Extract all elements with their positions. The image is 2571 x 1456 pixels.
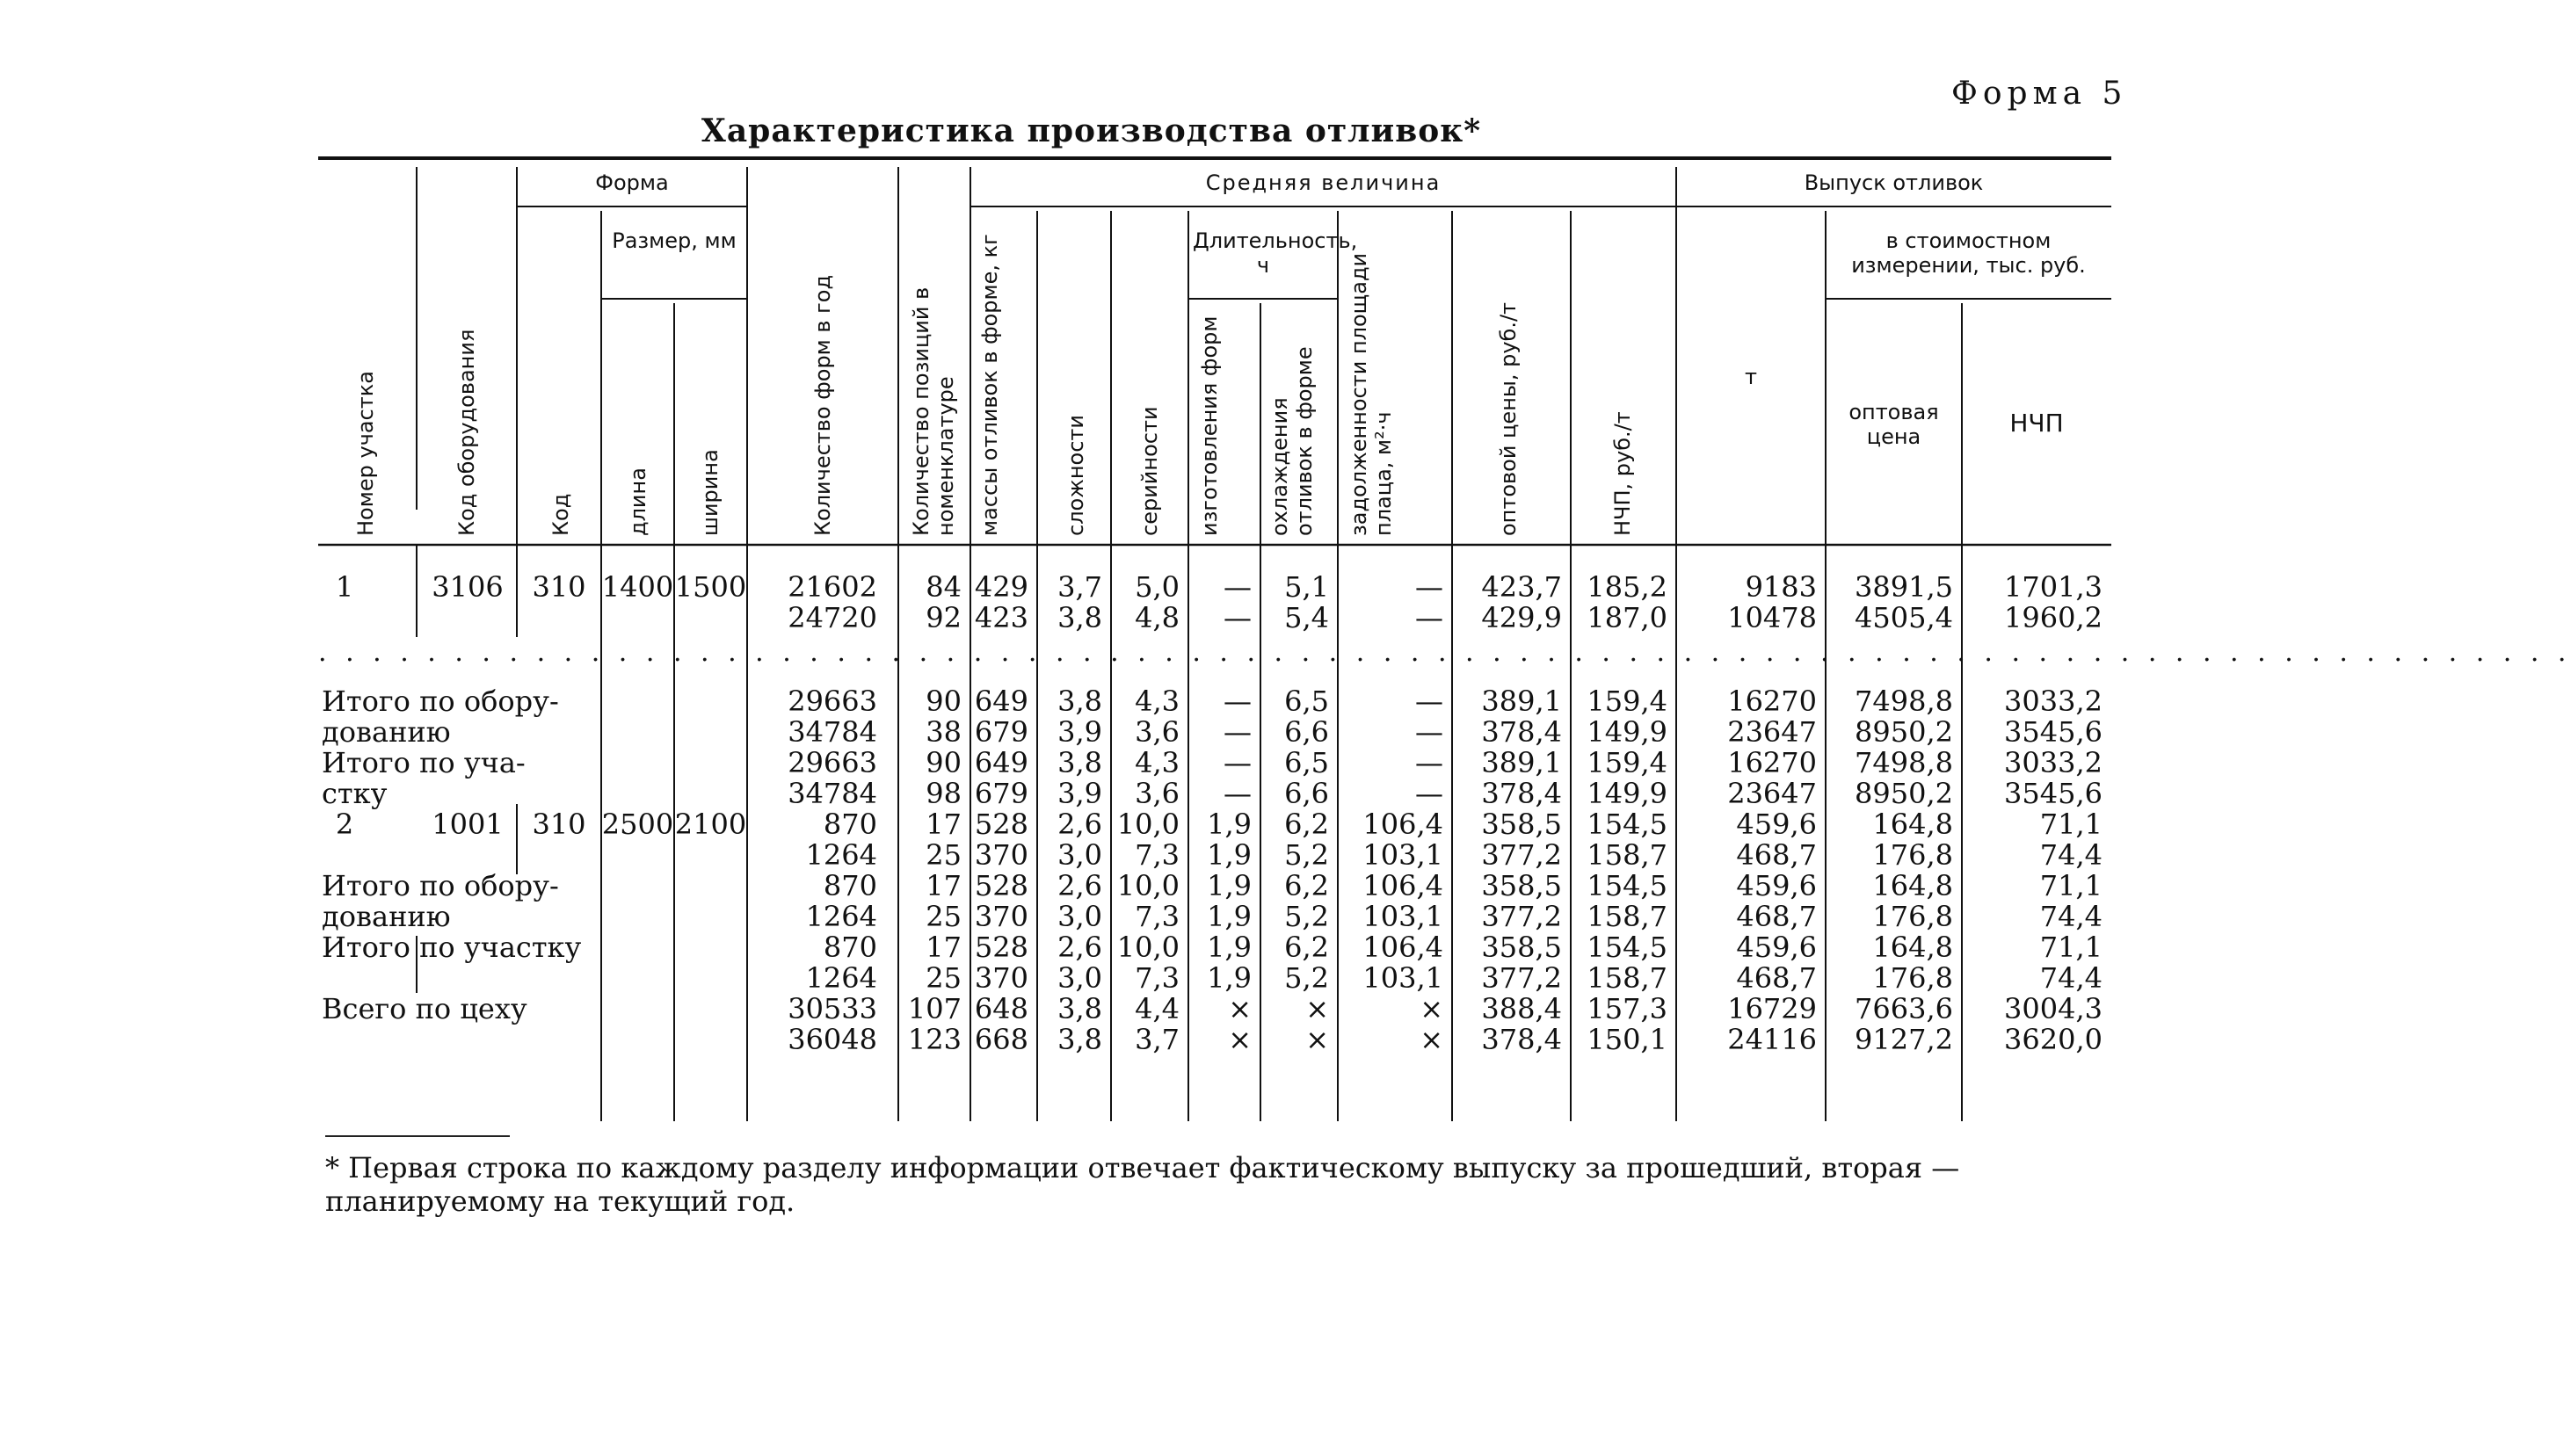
table-cell: 2,6 <box>1057 808 1102 841</box>
table-cell: 5,2 <box>1284 900 1329 933</box>
table-cell: 3,6 <box>1135 715 1180 749</box>
table-cell: 8950,2 <box>1855 777 1953 810</box>
table-cell: 4505,4 <box>1855 601 1953 634</box>
table-cell: 3,8 <box>1057 601 1102 634</box>
table-cell: 24720 <box>788 601 877 634</box>
table-cell: 164,8 <box>1872 931 1953 964</box>
table-cell: × <box>1305 992 1329 1025</box>
table-cell: 3,0 <box>1057 838 1102 872</box>
table-cell: 1,9 <box>1207 900 1252 933</box>
table-cell: 358,5 <box>1481 869 1562 902</box>
table-cell: 23647 <box>1727 777 1817 810</box>
table-cell: 24116 <box>1727 1023 1817 1056</box>
header-massy <box>977 228 1002 536</box>
header-forma: Форма <box>595 170 669 195</box>
table-cell: 468,7 <box>1736 838 1817 872</box>
table-cell: 1264 <box>805 961 877 995</box>
table-cell: 378,4 <box>1481 1023 1562 1056</box>
table-cell: 459,6 <box>1736 869 1817 902</box>
table-cell: 185,2 <box>1587 570 1667 604</box>
table-cell: 370 <box>974 961 1028 995</box>
table-cell: 6,2 <box>1284 931 1329 964</box>
table-cell: 158,7 <box>1587 961 1667 995</box>
table-cell: 528 <box>974 808 1028 841</box>
table-cell: 378,4 <box>1481 715 1562 749</box>
table-cell: — <box>1415 570 1443 604</box>
table-cell: 90 <box>926 685 962 718</box>
table-cell: 74,4 <box>2039 900 2103 933</box>
table-cell: 30533 <box>788 992 877 1025</box>
table-cell: 9127,2 <box>1855 1023 1953 1056</box>
row-label: Всего по цеху <box>322 992 527 1025</box>
table-cell: 106,4 <box>1362 869 1443 902</box>
table-cell: — <box>1224 601 1252 634</box>
header-srednyaya: Средняя величина <box>1205 170 1442 195</box>
table-cell: 17 <box>926 808 962 841</box>
table-cell: 21602 <box>788 570 877 604</box>
table-cell: 5,0 <box>1135 570 1180 604</box>
table-cell: 103,1 <box>1362 900 1443 933</box>
row-label: дованию <box>322 715 451 749</box>
table-cell: 3,7 <box>1135 1023 1180 1056</box>
table-cell: 389,1 <box>1481 746 1562 779</box>
table-cell: 3004,3 <box>2004 992 2103 1025</box>
table-cell: 10,0 <box>1116 869 1180 902</box>
table-cell: 3620,0 <box>2004 1023 2103 1056</box>
table-cell: 423,7 <box>1481 570 1562 604</box>
table-cell: 1264 <box>805 838 877 872</box>
footnote: * Первая строка по каждому разделу информации отвечает фактическому выпуску за прошедший, вторая — планируемому на текущий год. <box>325 1151 1960 1218</box>
table-cell: 10,0 <box>1116 808 1180 841</box>
table-cell: 3,8 <box>1057 746 1102 779</box>
dotted-separator-row: . . . . . . . . . . . . . . . . . . . . . . . . . . . . . . . . . . . . . . . . . . . . . . . . . . . . . . . . . . . . . . . . . . . . . . . . . . . . . . . . . . . <box>318 637 2571 668</box>
header-uchastok: Номер участка <box>353 371 378 536</box>
table-cell: × <box>1305 1023 1329 1056</box>
cell-shirina: 1500 <box>674 570 747 604</box>
table-cell: 377,2 <box>1481 838 1562 872</box>
cell-uchastok: 2 <box>335 808 354 841</box>
header-dlina: длина <box>626 467 650 536</box>
table-cell: 4,3 <box>1135 746 1180 779</box>
table-cell: — <box>1415 746 1443 779</box>
table-cell: 159,4 <box>1587 746 1667 779</box>
table-cell: 377,2 <box>1481 961 1562 995</box>
table-cell: 1,9 <box>1207 931 1252 964</box>
header-shirina: ширина <box>698 449 723 536</box>
table-cell: 92 <box>926 601 962 634</box>
table-cell: × <box>1228 992 1252 1025</box>
table-cell: 3,8 <box>1057 1023 1102 1056</box>
table-cell: 150,1 <box>1587 1023 1667 1056</box>
table-cell: 679 <box>974 715 1028 749</box>
table-cell: 71,1 <box>2039 869 2103 902</box>
table-cell: 378,4 <box>1481 777 1562 810</box>
table-cell: 71,1 <box>2039 808 2103 841</box>
header-nchp: НЧП <box>2009 409 2064 438</box>
table-cell: 3,9 <box>1057 777 1102 810</box>
table-cell: — <box>1224 746 1252 779</box>
table-cell: 154,5 <box>1587 869 1667 902</box>
header-izgotovleniya <box>1197 308 1222 536</box>
table-cell: 3,9 <box>1057 715 1102 749</box>
table-cell: 2,6 <box>1057 869 1102 902</box>
table-cell: 358,5 <box>1481 808 1562 841</box>
header-zadolzhennosti <box>1347 220 1396 536</box>
table-cell: 38 <box>926 715 962 749</box>
table-cell: 7498,8 <box>1855 746 1953 779</box>
table-cell: × <box>1420 992 1443 1025</box>
table-cell: 154,5 <box>1587 931 1667 964</box>
table-cell: 159,4 <box>1587 685 1667 718</box>
table-cell: 158,7 <box>1587 900 1667 933</box>
cell-dlina: 2500 <box>601 808 674 841</box>
table-cell: — <box>1415 777 1443 810</box>
table-cell: 34784 <box>788 777 877 810</box>
table-cell: 528 <box>974 931 1028 964</box>
table-cell: 98 <box>926 777 962 810</box>
table-cell: 23647 <box>1727 715 1817 749</box>
table-cell: 36048 <box>788 1023 877 1056</box>
table-cell: 164,8 <box>1872 869 1953 902</box>
table-cell: 389,1 <box>1481 685 1562 718</box>
row-label: стку <box>322 777 388 810</box>
table-cell: 7498,8 <box>1855 685 1953 718</box>
table-cell: 3,0 <box>1057 961 1102 995</box>
table-cell: 377,2 <box>1481 900 1562 933</box>
table-cell: 649 <box>974 746 1028 779</box>
header-razmer: Размер, мм <box>612 228 737 253</box>
table-cell: 29663 <box>788 746 877 779</box>
table-cell: 5,1 <box>1284 570 1329 604</box>
table-cell: 123 <box>907 1023 962 1056</box>
table-cell: 1,9 <box>1207 869 1252 902</box>
row-label: Итого по уча- <box>322 746 526 779</box>
table-cell: 3891,5 <box>1855 570 1953 604</box>
table-title: Характеристика производства отливок* <box>701 112 1482 149</box>
table-cell: 468,7 <box>1736 961 1817 995</box>
header-optovoy-ceny: оптовой цены, руб./т <box>1496 301 1521 536</box>
header-massy-text: массы отливок в форме, кг <box>977 234 1002 536</box>
table-cell: 157,3 <box>1587 992 1667 1025</box>
table-cell: — <box>1224 685 1252 718</box>
header-t: т <box>1745 365 1757 389</box>
header-ohlazhdeniya-text: охлаждения отливок в форме <box>1267 346 1317 536</box>
table-cell: 7,3 <box>1135 838 1180 872</box>
table-cell: 74,4 <box>2039 961 2103 995</box>
table-cell: 3,8 <box>1057 685 1102 718</box>
table-cell: 423 <box>974 601 1028 634</box>
table-cell: 679 <box>974 777 1028 810</box>
table-cell: 71,1 <box>2039 931 2103 964</box>
table-cell: 468,7 <box>1736 900 1817 933</box>
table-cell: — <box>1415 685 1443 718</box>
table-cell: 74,4 <box>2039 838 2103 872</box>
header-izgotovleniya-text: изготовления форм <box>1197 315 1222 536</box>
table-cell: 6,5 <box>1284 685 1329 718</box>
table-cell: 1,9 <box>1207 838 1252 872</box>
header-nchp-rub: НЧП, руб./т <box>1610 411 1635 536</box>
header-kod: Код <box>548 493 573 536</box>
table-cell: 870 <box>823 931 877 964</box>
table-cell: 103,1 <box>1362 838 1443 872</box>
table-cell: 8950,2 <box>1855 715 1953 749</box>
table-cell: 2,6 <box>1057 931 1102 964</box>
table-cell: 4,3 <box>1135 685 1180 718</box>
table-cell: 1,9 <box>1207 961 1252 995</box>
table-cell: 34784 <box>788 715 877 749</box>
table-cell: — <box>1224 570 1252 604</box>
table-cell: 25 <box>926 961 962 995</box>
table-cell: 29663 <box>788 685 877 718</box>
table-cell: — <box>1224 777 1252 810</box>
table-cell: 176,8 <box>1872 838 1953 872</box>
table-cell: 25 <box>926 838 962 872</box>
table-cell: × <box>1228 1023 1252 1056</box>
table-cell: 648 <box>974 992 1028 1025</box>
header-kol-poziciy <box>909 220 958 536</box>
table-cell: 16270 <box>1727 746 1817 779</box>
table-cell: 176,8 <box>1872 961 1953 995</box>
cell-dlina: 1400 <box>601 570 674 604</box>
table-cell: × <box>1420 1023 1443 1056</box>
table-cell: 358,5 <box>1481 931 1562 964</box>
header-seriynost: серийности <box>1137 406 1162 536</box>
table-cell: 649 <box>974 685 1028 718</box>
table-cell: 6,6 <box>1284 715 1329 749</box>
table-cell: 4,8 <box>1135 601 1180 634</box>
cell-kod: 310 <box>532 570 586 604</box>
table-cell: 164,8 <box>1872 808 1953 841</box>
table-cell: 1701,3 <box>2004 570 2103 604</box>
table-cell: 528 <box>974 869 1028 902</box>
header-zadolzhennosti-text: задолженности площади плаца, м²·ч <box>1347 252 1396 536</box>
table-cell: 17 <box>926 931 962 964</box>
table-cell: 90 <box>926 746 962 779</box>
table-cell: 5,2 <box>1284 838 1329 872</box>
table-cell: 3545,6 <box>2004 715 2103 749</box>
table-cell: 84 <box>926 570 962 604</box>
cell-uchastok: 1 <box>335 570 354 604</box>
table-cell: 388,4 <box>1481 992 1562 1025</box>
table-cell: 9183 <box>1745 570 1817 604</box>
table-cell: 6,2 <box>1284 869 1329 902</box>
table-cell: 107 <box>907 992 962 1025</box>
production-table <box>318 158 2571 1121</box>
table-cell: 4,4 <box>1135 992 1180 1025</box>
table-cell: 106,4 <box>1362 931 1443 964</box>
table-cell: 7663,6 <box>1855 992 1953 1025</box>
header-vypusk: Выпуск отливок <box>1804 170 1984 195</box>
footnote-rule <box>325 1135 510 1137</box>
header-v-stoimostnom: в стоимостном измерении, тыс. руб. <box>1851 228 2086 278</box>
table-cell: — <box>1224 715 1252 749</box>
header-kol-form: Количество форм в год <box>810 274 835 536</box>
table-cell: 668 <box>974 1023 1028 1056</box>
table-cell: 6,2 <box>1284 808 1329 841</box>
table-cell: — <box>1415 715 1443 749</box>
table-cell: 1960,2 <box>2004 601 2103 634</box>
row-label: дованию <box>322 900 451 933</box>
table-cell: 154,5 <box>1587 808 1667 841</box>
table-cell: 429,9 <box>1481 601 1562 634</box>
table-cell: 1,9 <box>1207 808 1252 841</box>
table-cell: 3,7 <box>1057 570 1102 604</box>
table-cell: 103,1 <box>1362 961 1443 995</box>
header-optovaya-cena: оптовая цена <box>1848 400 1939 449</box>
cell-shirina: 2100 <box>674 808 747 841</box>
table-cell: 158,7 <box>1587 838 1667 872</box>
table-cell: 5,2 <box>1284 961 1329 995</box>
table-cell: 149,9 <box>1587 715 1667 749</box>
table-cell: 7,3 <box>1135 961 1180 995</box>
table-cell: 16729 <box>1727 992 1817 1025</box>
row-label: Итого по участку <box>322 931 582 964</box>
table-cell: 459,6 <box>1736 808 1817 841</box>
header-slozhnost: сложности <box>1064 415 1088 536</box>
table-cell: 10,0 <box>1116 931 1180 964</box>
table-cell: 187,0 <box>1587 601 1667 634</box>
table-cell: 10478 <box>1727 601 1817 634</box>
header-dlitelnost: Длительность, ч <box>1193 228 1358 278</box>
header-ohlazhdeniya <box>1267 308 1317 536</box>
table-cell: 870 <box>823 869 877 902</box>
table-cell: 3033,2 <box>2004 685 2103 718</box>
form-number-label: Форма 5 <box>1951 76 2128 112</box>
table-cell: 1264 <box>805 900 877 933</box>
header-kol-poziciy-text: Количество позиций в номенклатуре <box>909 286 958 536</box>
table-cell: 870 <box>823 808 877 841</box>
table-cell: 16270 <box>1727 685 1817 718</box>
table-cell: 3,6 <box>1135 777 1180 810</box>
row-label: Итого по обору- <box>322 869 559 902</box>
row-label: Итого по обору- <box>322 685 559 718</box>
table-cell: 106,4 <box>1362 808 1443 841</box>
table-cell: 17 <box>926 869 962 902</box>
table-cell: 3545,6 <box>2004 777 2103 810</box>
table-cell: 6,6 <box>1284 777 1329 810</box>
cell-kod-oborudovaniya: 1001 <box>432 808 504 841</box>
table-cell: 459,6 <box>1736 931 1817 964</box>
cell-kod-oborudovaniya: 3106 <box>432 570 504 604</box>
table-cell: 176,8 <box>1872 900 1953 933</box>
table-cell: 3,0 <box>1057 900 1102 933</box>
cell-kod: 310 <box>532 808 586 841</box>
table-cell: 6,5 <box>1284 746 1329 779</box>
table-cell: 429 <box>974 570 1028 604</box>
header-kod-oborudovaniya: Код оборудования <box>454 329 479 536</box>
table-cell: 149,9 <box>1587 777 1667 810</box>
table-cell: 25 <box>926 900 962 933</box>
table-cell: 7,3 <box>1135 900 1180 933</box>
table-cell: 370 <box>974 900 1028 933</box>
table-cell: 3033,2 <box>2004 746 2103 779</box>
table-cell: 5,4 <box>1284 601 1329 634</box>
table-cell: 3,8 <box>1057 992 1102 1025</box>
table-cell: 370 <box>974 838 1028 872</box>
table-cell: — <box>1415 601 1443 634</box>
